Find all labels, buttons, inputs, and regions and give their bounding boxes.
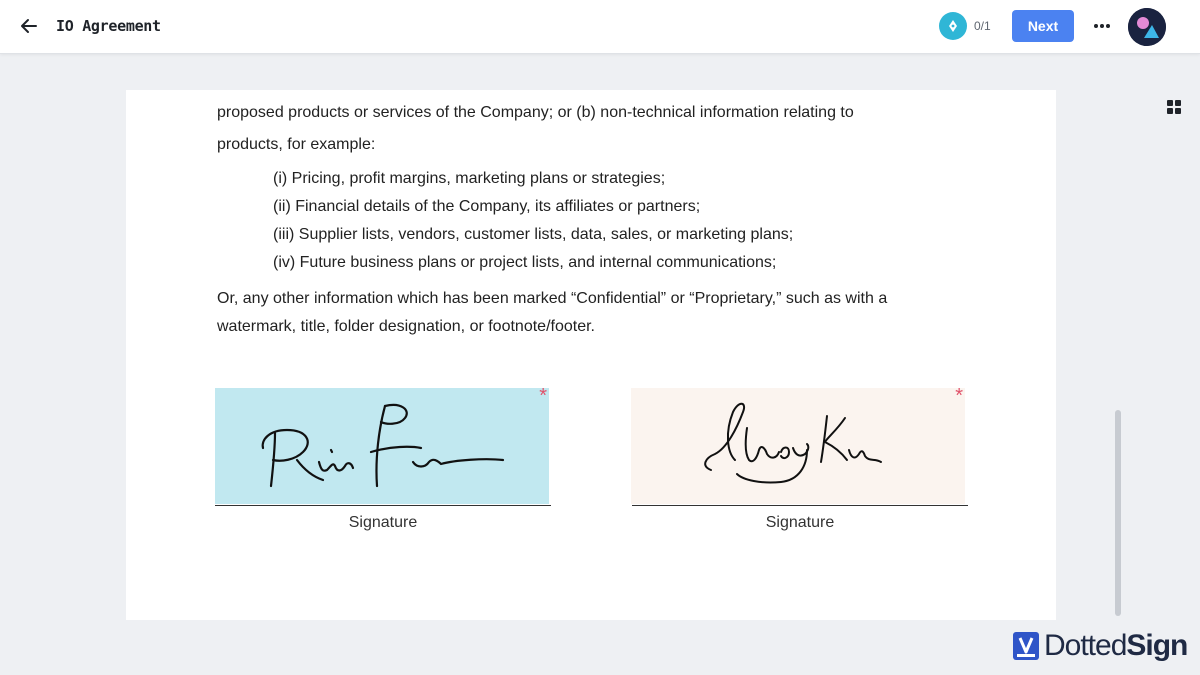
list-item: (ii) Financial details of the Company, its affiliates or partners;	[273, 198, 701, 215]
list-item: (iv) Future business plans or project lists, and internal communications;	[273, 254, 777, 271]
arrow-left-icon	[17, 14, 41, 38]
scrollbar-thumb[interactable]	[1115, 410, 1121, 616]
list-item: (i) Pricing, profit margins, marketing plans or strategies;	[273, 170, 666, 187]
avatar-image	[1128, 8, 1166, 46]
document-title: IO Agreement	[56, 17, 161, 35]
required-marker: *	[955, 385, 963, 407]
ellipsis-icon	[1091, 16, 1113, 36]
thumbnail-view-button[interactable]	[1166, 99, 1182, 115]
field-count: 0/1	[974, 19, 991, 33]
top-bar	[0, 0, 1200, 54]
field-progress-button[interactable]	[939, 12, 967, 40]
more-options-button[interactable]	[1091, 16, 1113, 36]
signature-field-1[interactable]	[215, 385, 549, 504]
document-body	[217, 99, 977, 341]
brand-name	[1044, 628, 1187, 664]
back-button[interactable]	[17, 14, 41, 38]
signature-label: Signature	[348, 514, 418, 531]
paragraph-line: proposed products or services of the Company; or (b) non-technical information relating to	[217, 104, 854, 121]
brand-name-part1: Dotted	[1044, 629, 1127, 662]
signature-label: Signature	[765, 514, 835, 531]
paragraph-line: Or, any other information which has been marked “Confidential” or “Proprietary,” such as with a	[217, 290, 888, 307]
signature-line	[215, 505, 551, 506]
list-item: (iii) Supplier lists, vendors, customer lists, data, sales, or marketing plans;	[273, 226, 794, 243]
signature-image	[215, 385, 549, 504]
document-page	[126, 90, 1056, 620]
grid-icon	[1166, 99, 1182, 115]
paragraph-line: products, for example:	[217, 136, 376, 153]
pen-nib-icon	[946, 19, 960, 33]
signature-field-2[interactable]	[631, 385, 965, 504]
next-button[interactable]: Next	[1012, 10, 1074, 42]
signature-line	[632, 505, 968, 506]
user-avatar[interactable]	[1128, 8, 1166, 46]
dottedsign-logo-icon	[1012, 630, 1042, 662]
paragraph-line: watermark, title, folder designation, or footnote/footer.	[217, 318, 595, 335]
signature-image	[631, 385, 965, 504]
brand-name-part2: Sign	[1126, 629, 1188, 662]
required-marker: *	[539, 385, 547, 407]
examples-list	[273, 165, 977, 277]
